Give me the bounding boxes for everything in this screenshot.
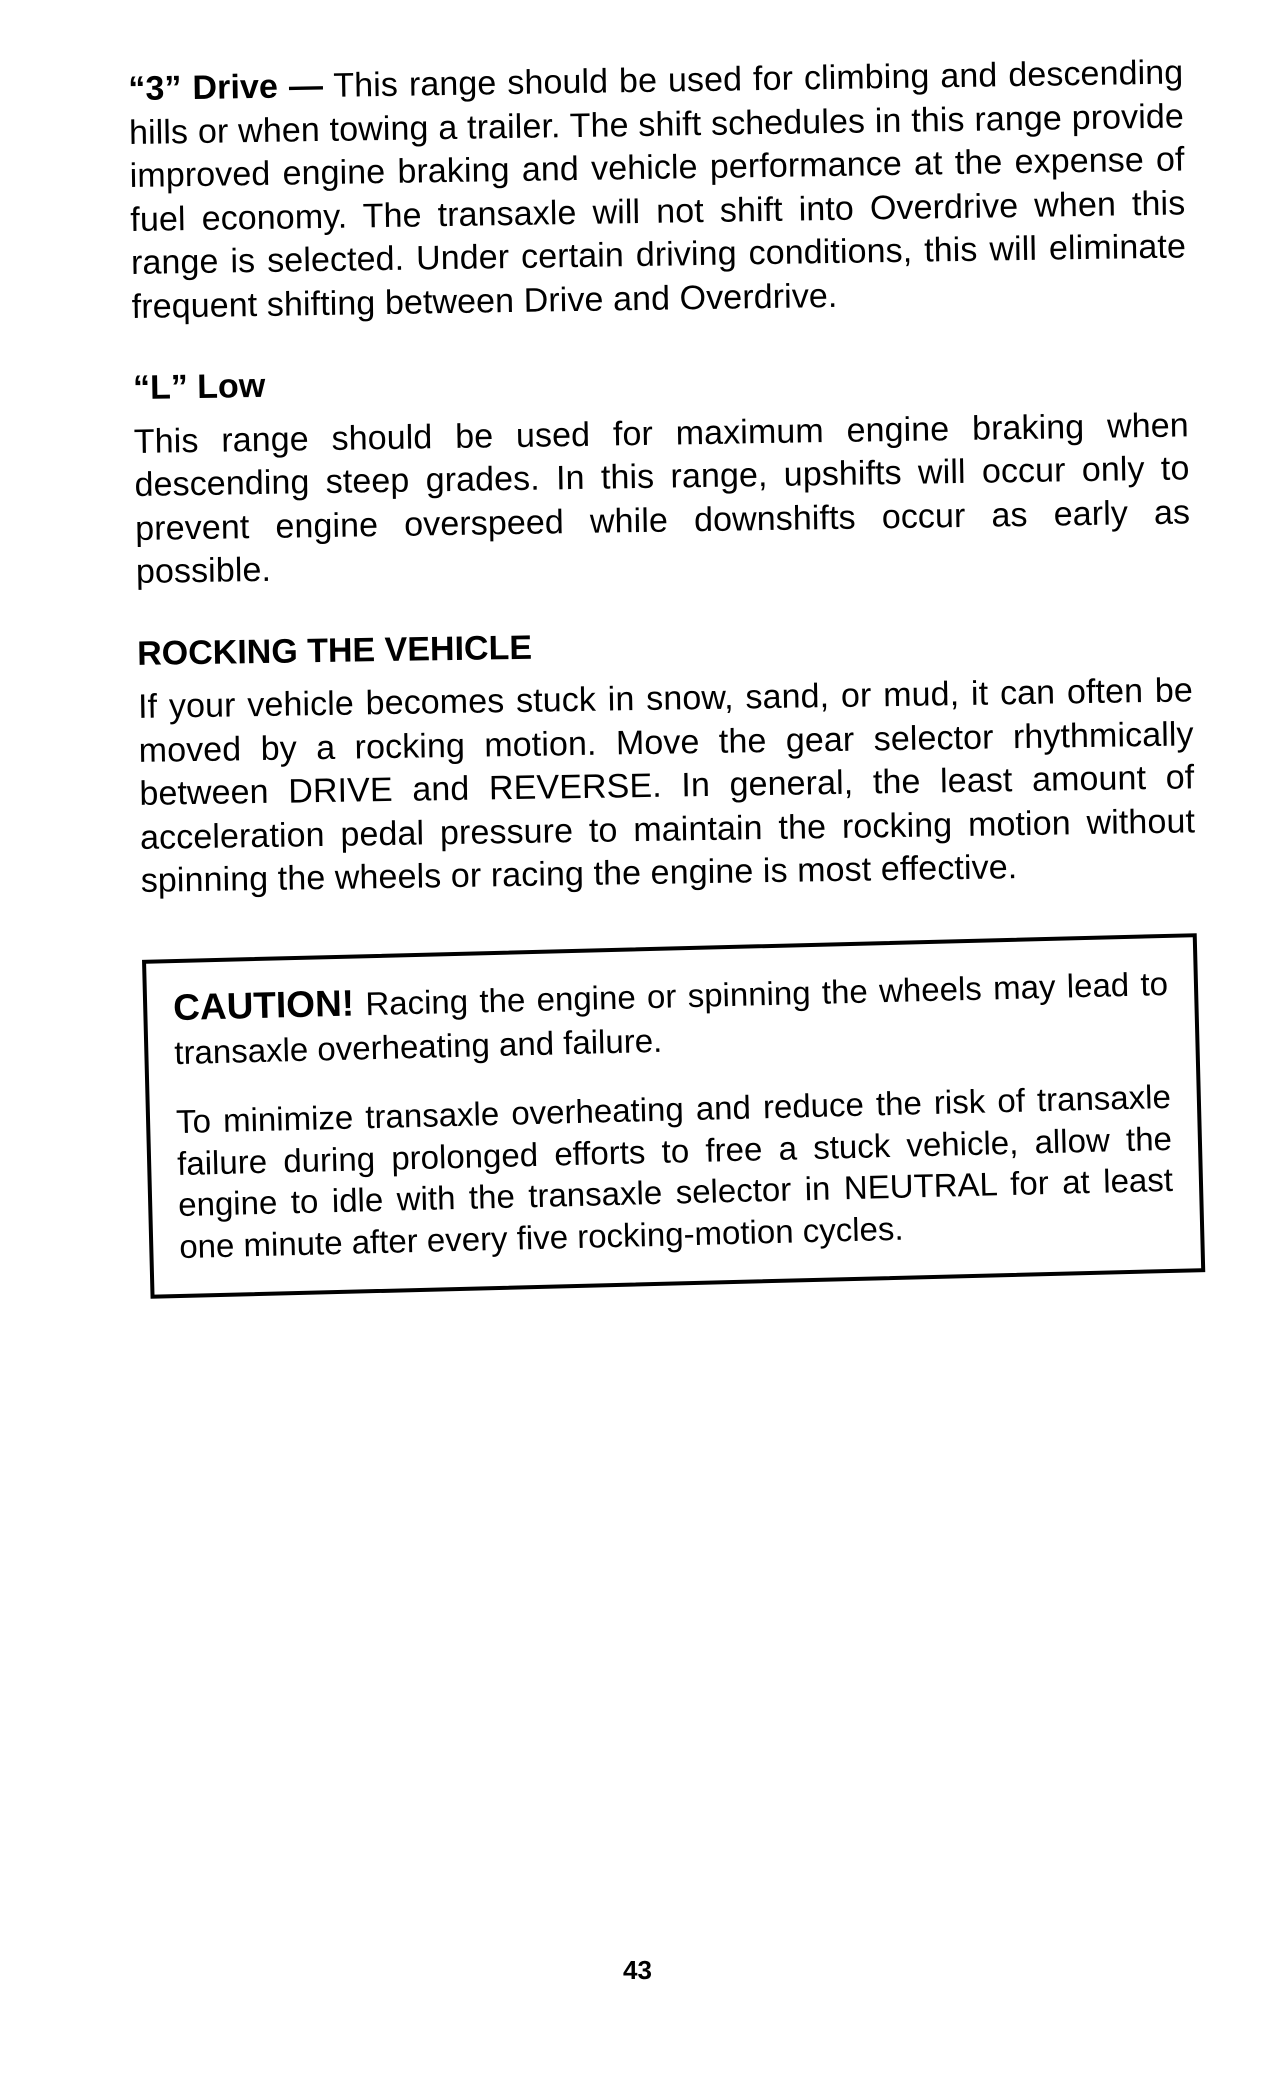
section-rocking-body: If your vehicle becomes stuck in snow, sand, or mud, it can often be moved by a rocking motion. Move the gear selector rhythmically between DRIVE and REVERSE. In general, the least amount of acceleration pedal pressure to maintain the rocking motion without spinning the wheels or racing the engine is most effective. [137, 671, 1196, 901]
caution-box [142, 933, 1205, 1298]
section-rocking-heading: ROCKING THE VEHICLE [136, 628, 533, 673]
caution-paragraph-2: To minimize transaxle overheating and reduce the risk of transaxle failure during prolonged efforts to free a stuck vehicle, allow the engine to idle with the transaxle selector in NEUTRAL for at least one minute after every five rocking-motion cycles. [175, 1077, 1174, 1265]
caution-label: CAUTION! [172, 982, 355, 1028]
page-number: 43 [623, 1955, 652, 1985]
section-low-body: This range should be used for maximum engine braking when descending steep grades. In this range, upshifts will occur only to prevent engine overspeed while downshifts occur as early as possible. [133, 405, 1191, 592]
caution-paragraph-1-text: Racing the engine or spinning the wheels may lead to transaxle overheating and failure. [173, 964, 1169, 1071]
section-low-heading: “L” Low [132, 366, 266, 408]
section-3-drive-lead: “3” Drive — [128, 66, 324, 108]
page-content [128, 51, 1202, 1298]
section-3-drive-body: This range should be used for climbing and descending hills or when towing a trailer. The shift schedules in this range provide improved engine braking and vehicle performance at the expense of fuel economy. The transaxle will not shift into Overdrive when this range is selected. Under certain driving conditions, this will eliminate frequent shifting between Drive and Overdrive. [128, 53, 1187, 326]
section-3-drive [128, 51, 1187, 329]
